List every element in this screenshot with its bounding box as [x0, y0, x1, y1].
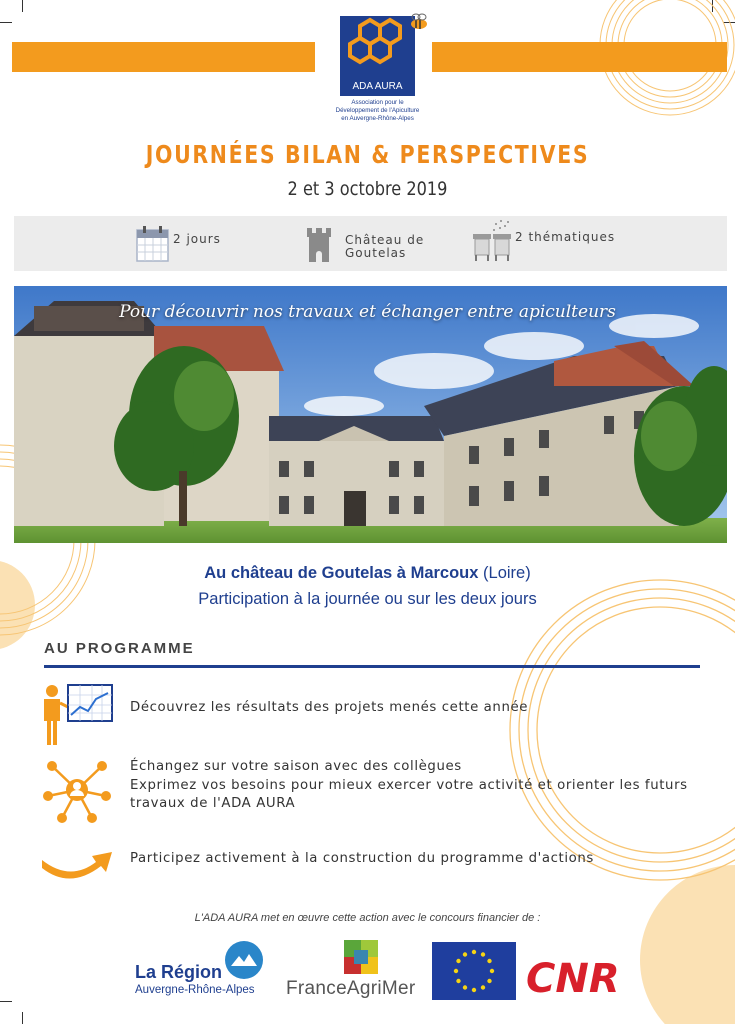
crop-mark — [22, 0, 23, 12]
participation-note: Participation à la journée ou sur les deux jours — [198, 590, 537, 608]
la-region-logo — [133, 938, 273, 1000]
location-region: (Loire) — [483, 564, 531, 582]
la-region-subtitle: Auvergne-Rhône-Alpes — [135, 984, 255, 996]
location-name: Au château de Goutelas à Marcoux — [204, 564, 479, 582]
ada-aura-logo — [330, 16, 425, 136]
cnr-wordmark — [524, 954, 664, 1000]
event-location — [0, 564, 735, 583]
programme-item-results: Découvrez les résultats des projets menés cette année — [130, 700, 529, 715]
la-region-name: La Région — [135, 962, 223, 982]
curved-arrow-icon — [40, 848, 115, 882]
programme-heading: AU PROGRAMME — [44, 640, 195, 657]
crop-mark — [712, 0, 713, 12]
info-themes: 2 thématiques — [515, 230, 616, 244]
cnr-logo — [524, 954, 664, 1000]
info-place-line: Goutelas — [345, 246, 407, 260]
crop-mark — [712, 1012, 713, 1024]
honeycomb-icon — [340, 16, 415, 78]
network-people-icon — [40, 756, 115, 826]
programme-item-line: travaux de l'ADA AURA — [130, 796, 296, 811]
crop-mark — [0, 22, 12, 23]
franceagrimer-name: FranceAgriMer — [286, 978, 416, 999]
header-bar-left — [12, 42, 315, 72]
calendar-icon — [136, 226, 169, 262]
crop-mark — [22, 1012, 23, 1024]
franceagrimer-emblem — [344, 940, 378, 974]
page-title: JOURNÉES BILAN & PERSPECTIVES — [145, 140, 590, 169]
logo-subtitle-line: Association pour le — [351, 99, 404, 106]
event-date: 2 et 3 octobre 2019 — [287, 178, 448, 200]
bee-icon — [406, 12, 432, 32]
programme-item-exchange — [130, 758, 688, 814]
chateau-illustration — [14, 286, 727, 543]
programme-item-line: Échangez sur votre saison avec des collègues — [130, 759, 462, 774]
logo-subtitle — [330, 99, 425, 123]
programme-divider — [44, 665, 700, 668]
presentation-icon — [40, 683, 115, 747]
crop-mark — [0, 1001, 12, 1002]
info-place-line: Château de — [345, 233, 425, 247]
info-duration: 2 jours — [173, 232, 221, 246]
cnr-text: CNR — [526, 956, 620, 1000]
programme-item-line: Exprimez vos besoins pour mieux exercer votre activité et orienter les futurs — [130, 777, 688, 793]
logo-subtitle-line: Développement de l'Apiculture — [335, 107, 420, 114]
chateau-photo — [14, 286, 727, 543]
programme-item-participate: Participez activement à la construction du programme d'actions — [130, 851, 594, 866]
la-region-emblem — [221, 940, 267, 980]
funding-statement: L'ADA AURA met en œuvre cette action avec le concours financier de : — [194, 912, 541, 924]
castle-tower-icon — [304, 228, 334, 262]
info-place — [345, 234, 424, 260]
photo-tagline: Pour découvrir nos travaux et échanger entre apiculteurs — [119, 302, 616, 322]
logo-emblem — [340, 16, 415, 96]
logo-name: ADA AURA — [352, 81, 403, 92]
crop-mark — [723, 22, 735, 23]
header-bar-right — [432, 42, 727, 72]
crop-mark — [723, 1001, 735, 1002]
franceagrimer-logo — [284, 940, 444, 1002]
beehives-icon — [470, 218, 514, 262]
logo-subtitle-line: en Auvergne-Rhône-Alpes — [341, 115, 414, 122]
eu-flag-logo — [432, 942, 516, 1000]
